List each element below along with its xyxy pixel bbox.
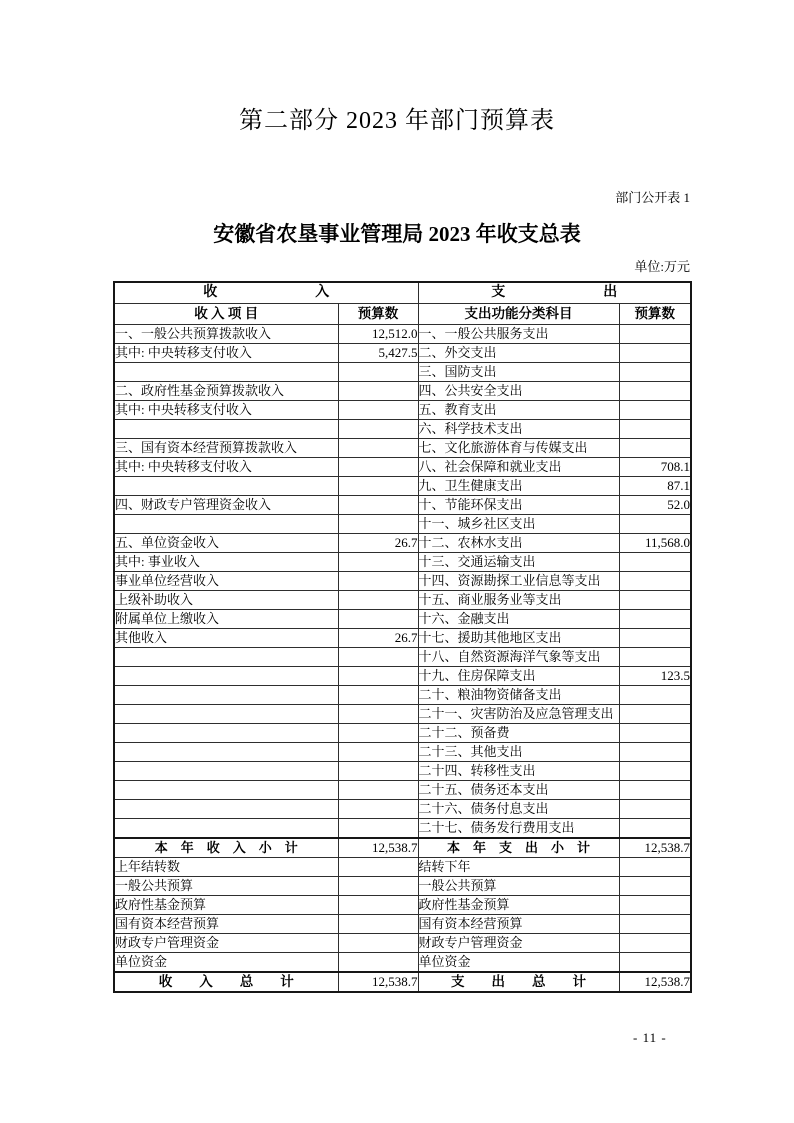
income-item-cell — [114, 705, 338, 724]
expense-item-cell: 十、节能环保支出 — [418, 496, 619, 515]
income-budget-cell: 26.7 — [338, 629, 418, 648]
expense-budget-cell — [619, 610, 691, 629]
expense-budget-cell: 52.0 — [619, 496, 691, 515]
table-row — [114, 781, 691, 800]
table-row — [114, 953, 691, 973]
table-row — [114, 420, 691, 439]
expense-budget-cell — [619, 858, 691, 877]
expense-budget-cell: 12,538.7 — [619, 972, 691, 992]
expense-budget-cell — [619, 915, 691, 934]
income-budget-cell — [338, 439, 418, 458]
income-item-cell: 上年结转数 — [114, 858, 338, 877]
expense-budget-cell — [619, 344, 691, 363]
table-row — [114, 896, 691, 915]
table-disclosure-label: 部门公开表 1 — [615, 190, 690, 205]
expense-item-cell: 二十六、债务付息支出 — [418, 800, 619, 819]
table-row — [114, 934, 691, 953]
expense-item-cell: 本 年 支 出 小 计 — [418, 838, 619, 858]
table-row — [114, 610, 691, 629]
income-item-cell: 四、财政专户管理资金收入 — [114, 496, 338, 515]
expense-item-cell: 九、卫生健康支出 — [418, 477, 619, 496]
income-group-header: 收 入 — [114, 282, 418, 304]
income-item-cell: 三、国有资本经营预算拨款收入 — [114, 439, 338, 458]
income-budget-cell — [338, 420, 418, 439]
expense-budget-cell — [619, 762, 691, 781]
expense-budget-cell — [619, 325, 691, 344]
expense-item-cell: 二十五、债务还本支出 — [418, 781, 619, 800]
income-item-cell: 其中: 中央转移支付收入 — [114, 458, 338, 477]
income-item-cell — [114, 667, 338, 686]
expense-budget-cell — [619, 439, 691, 458]
income-budget-cell — [338, 496, 418, 515]
expense-item-cell: 十二、农林水支出 — [418, 534, 619, 553]
income-budget-cell — [338, 667, 418, 686]
income-budget-cell — [338, 896, 418, 915]
expense-budget-cell — [619, 896, 691, 915]
expense-budget-cell — [619, 629, 691, 648]
expense-budget-cell — [619, 934, 691, 953]
expense-budget-cell — [619, 724, 691, 743]
income-item-cell: 其中: 事业收入 — [114, 553, 338, 572]
income-item-cell: 其他收入 — [114, 629, 338, 648]
table-row — [114, 477, 691, 496]
income-budget-cell — [338, 877, 418, 896]
income-item-cell — [114, 648, 338, 667]
section-title: 第二部分 2023 年部门预算表 — [239, 108, 555, 134]
income-item-cell — [114, 363, 338, 382]
expense-budget-cell: 87.1 — [619, 477, 691, 496]
income-budget-cell — [338, 858, 418, 877]
income-item-cell: 一、一般公共预算拨款收入 — [114, 325, 338, 344]
expense-budget-cell — [619, 553, 691, 572]
expense-item-cell: 十一、城乡社区支出 — [418, 515, 619, 534]
income-budget-cell — [338, 477, 418, 496]
income-item-cell — [114, 743, 338, 762]
budget-table-title: 安徽省农垦事业管理局 2023 年收支总表 — [213, 222, 581, 246]
income-item-cell: 其中: 中央转移支付收入 — [114, 344, 338, 363]
income-budget-cell — [338, 781, 418, 800]
expense-item-cell: 二十二、预备费 — [418, 724, 619, 743]
table-row — [114, 915, 691, 934]
income-item-cell — [114, 800, 338, 819]
expense-item-cell: 十三、交通运输支出 — [418, 553, 619, 572]
expense-item-cell: 八、社会保障和就业支出 — [418, 458, 619, 477]
expense-item-cell: 一般公共预算 — [418, 877, 619, 896]
income-item-cell — [114, 686, 338, 705]
expense-budget-cell: 708.1 — [619, 458, 691, 477]
expense-item-cell: 二十一、灾害防治及应急管理支出 — [418, 705, 619, 724]
expense-budget-cell — [619, 572, 691, 591]
expense-item-cell: 单位资金 — [418, 953, 619, 973]
table-row — [114, 591, 691, 610]
expense-budget-cell — [619, 420, 691, 439]
table-row — [114, 819, 691, 839]
income-budget-cell — [338, 743, 418, 762]
income-budget-column-header: 预算数 — [338, 304, 418, 325]
expense-item-cell: 十七、援助其他地区支出 — [418, 629, 619, 648]
income-budget-cell — [338, 458, 418, 477]
expense-item-cell: 六、科学技术支出 — [418, 420, 619, 439]
expense-group-header: 支 出 — [418, 282, 691, 304]
income-item-column-header: 收 入 项 目 — [114, 304, 338, 325]
expense-budget-cell — [619, 743, 691, 762]
income-budget-cell — [338, 705, 418, 724]
expense-item-cell: 五、教育支出 — [418, 401, 619, 420]
expense-budget-cell — [619, 781, 691, 800]
income-item-cell: 财政专户管理资金 — [114, 934, 338, 953]
table-row — [114, 629, 691, 648]
income-item-cell: 一般公共预算 — [114, 877, 338, 896]
income-budget-cell — [338, 591, 418, 610]
income-item-cell: 事业单位经营收入 — [114, 572, 338, 591]
expense-item-cell: 财政专户管理资金 — [418, 934, 619, 953]
expense-item-cell: 十八、自然资源海洋气象等支出 — [418, 648, 619, 667]
income-item-cell — [114, 724, 338, 743]
income-budget-cell — [338, 915, 418, 934]
expense-item-cell: 十六、金融支出 — [418, 610, 619, 629]
expense-budget-cell — [619, 877, 691, 896]
expense-item-cell: 十四、资源勘探工业信息等支出 — [418, 572, 619, 591]
expense-budget-cell — [619, 819, 691, 839]
table-row — [114, 572, 691, 591]
income-item-cell: 政府性基金预算 — [114, 896, 338, 915]
income-item-cell: 五、单位资金收入 — [114, 534, 338, 553]
expense-item-cell: 国有资本经营预算 — [418, 915, 619, 934]
expense-item-cell: 二十、粮油物资储备支出 — [418, 686, 619, 705]
income-budget-cell — [338, 572, 418, 591]
unit-label: 单位:万元 — [634, 259, 690, 274]
income-budget-cell — [338, 934, 418, 953]
income-budget-cell — [338, 515, 418, 534]
expense-item-cell: 支 出 总 计 — [418, 972, 619, 992]
income-budget-cell — [338, 819, 418, 839]
income-item-cell — [114, 762, 338, 781]
table-row — [114, 877, 691, 896]
table-row — [114, 534, 691, 553]
expense-item-cell: 政府性基金预算 — [418, 896, 619, 915]
expense-budget-cell — [619, 382, 691, 401]
income-budget-cell — [338, 382, 418, 401]
income-budget-cell — [338, 648, 418, 667]
expense-item-cell: 结转下年 — [418, 858, 619, 877]
income-budget-cell: 12,512.0 — [338, 325, 418, 344]
table-column-header-row — [114, 304, 691, 325]
income-budget-cell: 5,427.5 — [338, 344, 418, 363]
table-row — [114, 762, 691, 781]
table-row — [114, 553, 691, 572]
table-row — [114, 705, 691, 724]
table-group-header-row — [114, 282, 691, 304]
income-item-cell: 二、政府性基金预算拨款收入 — [114, 382, 338, 401]
expense-budget-cell — [619, 363, 691, 382]
expense-item-cell: 二十七、债务发行费用支出 — [418, 819, 619, 839]
budget-table-body — [114, 325, 691, 993]
expense-budget-cell: 11,568.0 — [619, 534, 691, 553]
page-number: - 11 - — [633, 1030, 667, 1045]
income-budget-cell — [338, 762, 418, 781]
table-row — [114, 667, 691, 686]
expense-budget-column-header: 预算数 — [619, 304, 691, 325]
expense-budget-cell — [619, 705, 691, 724]
income-item-cell — [114, 515, 338, 534]
expense-budget-cell — [619, 686, 691, 705]
table-row — [114, 648, 691, 667]
table-row — [114, 496, 691, 515]
table-row — [114, 724, 691, 743]
expense-budget-cell — [619, 591, 691, 610]
income-item-cell: 单位资金 — [114, 953, 338, 973]
income-budget-cell: 26.7 — [338, 534, 418, 553]
table-row — [114, 858, 691, 877]
income-item-cell: 其中: 中央转移支付收入 — [114, 401, 338, 420]
expense-item-cell: 二、外交支出 — [418, 344, 619, 363]
income-item-cell — [114, 420, 338, 439]
expense-item-cell: 三、国防支出 — [418, 363, 619, 382]
expense-budget-cell — [619, 401, 691, 420]
expense-item-cell: 十九、住房保障支出 — [418, 667, 619, 686]
table-row — [114, 800, 691, 819]
table-row — [114, 344, 691, 363]
income-budget-cell — [338, 610, 418, 629]
table-row — [114, 972, 691, 992]
income-budget-cell — [338, 553, 418, 572]
income-budget-cell: 12,538.7 — [338, 838, 418, 858]
income-item-cell: 上级补助收入 — [114, 591, 338, 610]
expense-item-cell: 二十四、转移性支出 — [418, 762, 619, 781]
income-item-cell — [114, 819, 338, 839]
income-budget-cell — [338, 800, 418, 819]
table-row — [114, 838, 691, 858]
income-budget-cell — [338, 401, 418, 420]
income-item-cell: 本 年 收 入 小 计 — [114, 838, 338, 858]
expense-budget-cell — [619, 648, 691, 667]
expense-item-cell: 一、一般公共服务支出 — [418, 325, 619, 344]
table-row — [114, 325, 691, 344]
income-item-cell: 国有资本经营预算 — [114, 915, 338, 934]
income-budget-cell — [338, 724, 418, 743]
table-row — [114, 382, 691, 401]
table-row — [114, 401, 691, 420]
expense-budget-cell: 12,538.7 — [619, 838, 691, 858]
income-item-cell — [114, 477, 338, 496]
table-row — [114, 363, 691, 382]
income-budget-cell — [338, 363, 418, 382]
expense-budget-cell — [619, 515, 691, 534]
income-budget-cell — [338, 686, 418, 705]
expense-budget-cell: 123.5 — [619, 667, 691, 686]
expense-budget-cell — [619, 953, 691, 973]
budget-summary-table — [113, 281, 692, 993]
table-row — [114, 439, 691, 458]
expense-item-column-header: 支出功能分类科目 — [418, 304, 619, 325]
income-item-cell — [114, 781, 338, 800]
expense-item-cell: 四、公共安全支出 — [418, 382, 619, 401]
table-row — [114, 743, 691, 762]
income-item-cell: 附属单位上缴收入 — [114, 610, 338, 629]
table-row — [114, 686, 691, 705]
income-budget-cell: 12,538.7 — [338, 972, 418, 992]
expense-item-cell: 七、文化旅游体育与传媒支出 — [418, 439, 619, 458]
expense-item-cell: 二十三、其他支出 — [418, 743, 619, 762]
table-row — [114, 458, 691, 477]
expense-budget-cell — [619, 800, 691, 819]
expense-item-cell: 十五、商业服务业等支出 — [418, 591, 619, 610]
table-row — [114, 515, 691, 534]
income-item-cell: 收 入 总 计 — [114, 972, 338, 992]
income-budget-cell — [338, 953, 418, 973]
